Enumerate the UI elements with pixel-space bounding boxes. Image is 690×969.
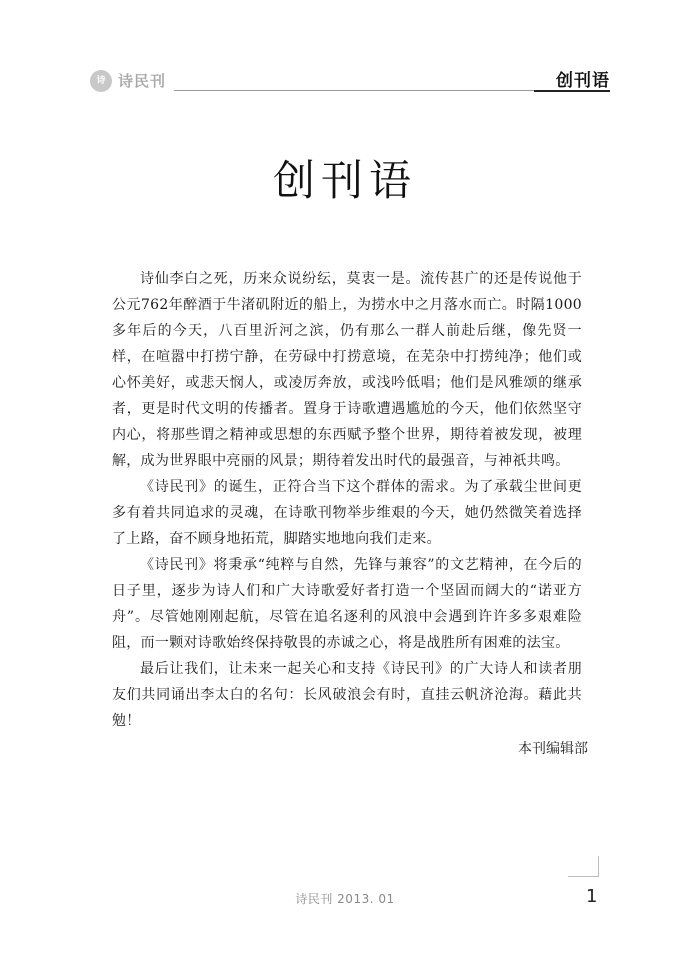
header-magazine-name: 诗民刊 bbox=[118, 72, 167, 90]
running-header bbox=[90, 64, 610, 96]
article-body bbox=[112, 266, 582, 734]
page-number: 1 bbox=[586, 886, 598, 907]
header-rule bbox=[174, 90, 534, 91]
header-section-title: 创刊语 bbox=[556, 71, 610, 91]
paragraph-1: 诗仙李白之死，历来众说纷纭，莫衷一是。流传甚广的还是传说他于公元762年醉酒于牛渚矶附近的船上，为捞水中之月落水而亡。时隔1000多年后的今天，八百里沂河之滨，仍有那么一群人前赴后继，像先贤一样，在喧嚣中打捞宁静，在劳碌中打捞意境，在芜杂中打捞纯净；他们或心怀美好，或悲天悯人，或凌厉奔放，或浅吟低唱；他们是风雅颂的继承者，更是时代文明的传播者。置身于诗歌遭遇尴尬的今天，他们依然坚守内心，将那些谓之精神或思想的东西赋予整个世界，期待着被发现，被理解，成为世界眼中亮丽的风景；期待着发出时代的最强音，与神祇共鸣。 bbox=[112, 271, 582, 469]
paragraph-2: 《诗民刊》的诞生，正符合当下这个群体的需求。为了承载尘世间更多有着共同追求的灵魂，在诗歌刊物举步维艰的今天，她仍然微笑着选择了上路，奋不顾身地拓荒，脚踏实地地向我们走来。 bbox=[112, 479, 582, 547]
crop-mark bbox=[568, 856, 599, 877]
paragraph-4: 最后让我们，让未来一起关心和支持《诗民刊》的广大诗人和读者朋友们共同诵出李太白的名句：长风破浪会有时，直挂云帆济沧海。藉此共勉！ bbox=[112, 661, 582, 729]
page-title: 创刊语 bbox=[272, 156, 417, 205]
magazine-logo: 诗 bbox=[90, 70, 112, 92]
footer-issue: 诗民刊 2013. 01 bbox=[295, 892, 395, 906]
paragraph-3: 《诗民刊》将秉承“纯粹与自然，先锋与兼容”的文艺精神，在今后的日子里，逐步为诗人们和广大诗歌爱好者打造一个坚固而阔大的“诺亚方舟”。尽管她刚刚起航，尽管在追名逐利的风浪中会遇到许许多多艰难险阻，而一颗对诗歌始终保持敬畏的赤诚之心，将是战胜所有困难的法宝。 bbox=[112, 557, 582, 651]
signature: 本刊编辑部 bbox=[518, 741, 588, 757]
